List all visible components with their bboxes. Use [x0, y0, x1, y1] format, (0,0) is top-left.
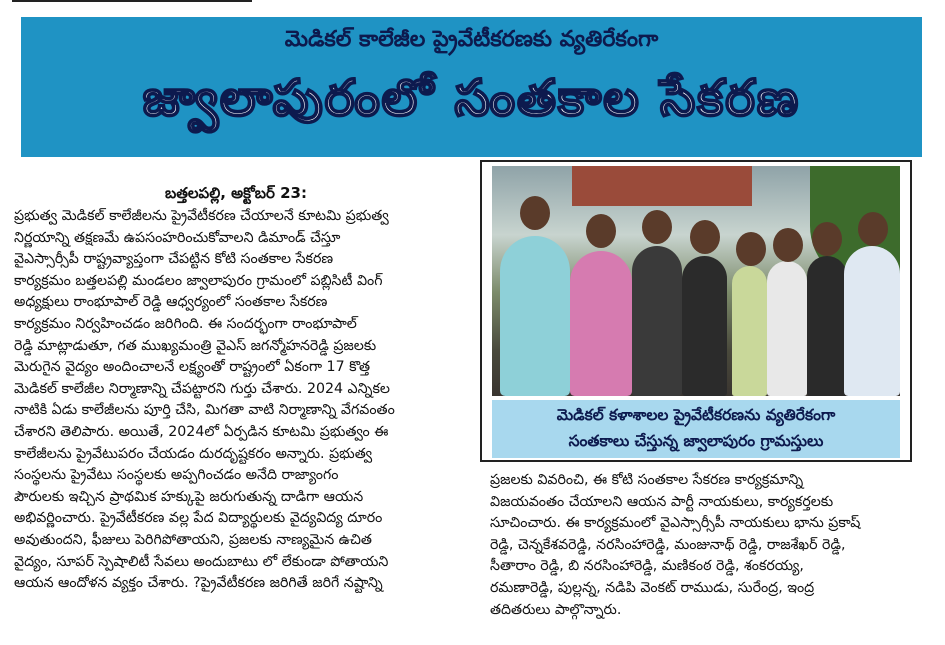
photo-person	[807, 256, 847, 396]
body-line: నిర్ణయాన్ని తక్షణమే ఉపసంహరించుకోవాలని డిమాండ్ చేస్తూ	[14, 229, 341, 246]
photo-person-head	[858, 212, 888, 246]
body-line: సీతారాం రెడ్డి, బి నరసింహారెడ్డి, మణికంఠ రెడ్డి, శంకరయ్య,	[490, 558, 804, 575]
body-line: సూచించారు. ఈ కార్యక్రమంలో వైఎస్సార్సీపీ నాయకులు భాను ప్రకాష్	[490, 515, 861, 532]
body-line: వైఎస్సార్సీపీ రాష్ట్రవ్యాప్తంగా చేపట్టిన కోటి సంతకాల సేకరణ	[14, 251, 334, 268]
photo-person-head	[690, 220, 720, 254]
body-line: కార్యక్రమం నిర్వహించడం జరిగింది. ఈ సందర్భంగా రాంభూపాల్	[14, 315, 357, 332]
photo-person	[767, 261, 807, 396]
news-photo	[492, 166, 900, 396]
article-body-right	[490, 470, 930, 621]
body-line: వైద్యం, సూపర్ స్పెషాలిటీ సేవలు అందుబాటు లో లేకుండా పోతాయని	[14, 553, 389, 570]
body-line: అవుతుందని, ఫీజులు పెరిగిపోతాయని, ప్రజలకు నాణ్యమైన ఉచిత	[14, 531, 372, 548]
body-line: చేశారని తెలిపారు. అయితే, 2024లో ఏర్పడిన కూటమి ప్రభుత్వం ఈ	[14, 423, 389, 440]
caption-line: మెడికల్ కళాశాలల ప్రైవేటీకరణను వ్యతిరేకంగా	[556, 406, 836, 424]
photo-person	[844, 246, 900, 396]
photo-person	[570, 251, 632, 396]
headline-banner	[21, 17, 922, 157]
body-line: అభివర్ణించారు. ప్రైవేటీకరణ వల్ల పేద విద్యార్థులకు వైద్యవిద్య దూరం	[14, 510, 383, 527]
body-line: అధ్యక్షులు రాంభూపాల్ రెడ్డి ఆధ్వర్యంలో సంతకాల సేకరణ	[14, 294, 328, 311]
body-line: విజయవంతం చేయాలని ఆయన పార్టీ నాయకులు, కార్యకర్తలకు	[490, 493, 834, 510]
photo-person	[732, 266, 767, 396]
body-line: పౌరులకు ఇచ్చిన ప్రాథమిక హక్కుపై జరుగుతున్న దాడిగా ఆయన	[14, 488, 364, 505]
top-rule	[12, 0, 252, 2]
photo-person	[682, 256, 727, 396]
photo-person-head	[773, 228, 803, 262]
photo-person-head	[812, 222, 842, 256]
photo-person-head	[520, 196, 550, 230]
body-line: మెరుగైన వైద్యం అందించాలనే లక్ష్యంతో రాష్ట్రంలో ఏకంగా 17 కొత్త	[14, 359, 371, 376]
body-line: సంస్థలను ప్రైవేటు సంస్థలకు అప్పగించడం అనేది రాజ్యాంగం	[14, 467, 339, 484]
body-line: ఆయన ఆందోళన వ్యక్తం చేశారు. ?ప్రైవేటీకరణ జరిగితే జరిగే నష్టాన్ని	[14, 575, 383, 592]
body-line: మెడికల్ కాలేజీల నిర్మాణాన్ని చేపట్టారని గుర్తు చేశారు. 2024 ఎన్నికల	[14, 380, 390, 397]
body-line: రెడ్డి, చెన్నకేశవరెడ్డి, నరసింహారెడ్డి, మంజునాథ్ రెడ్డి, రాజశేఖర్ రెడ్డి,	[490, 536, 846, 553]
caption-line: సంతకాలు చేస్తున్న జ్వాలాపురం గ్రామస్తులు	[568, 432, 824, 450]
photo-caption	[492, 400, 900, 458]
body-line: ప్రజలకు వివరించి, ఈ కోటి సంతకాల సేకరణ కార్యక్రమాన్ని	[490, 472, 804, 488]
kicker: మెడికల్ కాలేజీల ప్రైవేటీకరణకు వ్యతిరేకంగా	[284, 27, 659, 52]
body-line: తదితరులు పాల్గొన్నారు.	[490, 601, 622, 618]
dateline: బత్తలపల్లి, అక్టోబర్ 23:	[165, 184, 307, 202]
body-line: నాటికి ఏడు కాలేజీలను పూర్తి చేసి, మిగతా వాటి నిర్మాణాన్ని వేగవంతం	[14, 402, 395, 419]
body-line: రమణారెడ్డి, పుల్లన్న, నడిపి వెంకట్ రాముడు, సురేంద్ర, ఇంద్ర	[490, 579, 815, 596]
photo-person	[500, 236, 570, 396]
article-body-left	[14, 206, 462, 595]
photo-person-head	[736, 232, 766, 266]
headline: జ్వాలాపురంలో సంతకాల సేకరణ	[142, 69, 801, 127]
photo-person-head	[586, 214, 616, 248]
body-line: కార్యక్రమం బత్తలపల్లి మండలం జ్వాలాపురం గ్రామంలో పబ్లిసిటీ వింగ్	[14, 272, 383, 289]
photo-frame	[480, 160, 912, 462]
body-line: కాలేజీలను ప్రైవేటుపరం చేయడం దురదృష్టకరం అన్నారు. ప్రభుత్వ	[14, 445, 373, 462]
body-line: ప్రభుత్వ మెడికల్ కాలేజీలను ప్రైవేటీకరణ చేయాలనే కూటమి ప్రభుత్వ	[14, 208, 389, 224]
photo-building	[572, 166, 752, 206]
photo-person-head	[642, 210, 672, 244]
body-line: రెడ్డి మాట్లాడుతూ, గత ముఖ్యమంత్రి వైఎస్ జగన్మోహనరెడ్డి ప్రజలకు	[14, 337, 377, 354]
photo-person	[632, 246, 682, 396]
